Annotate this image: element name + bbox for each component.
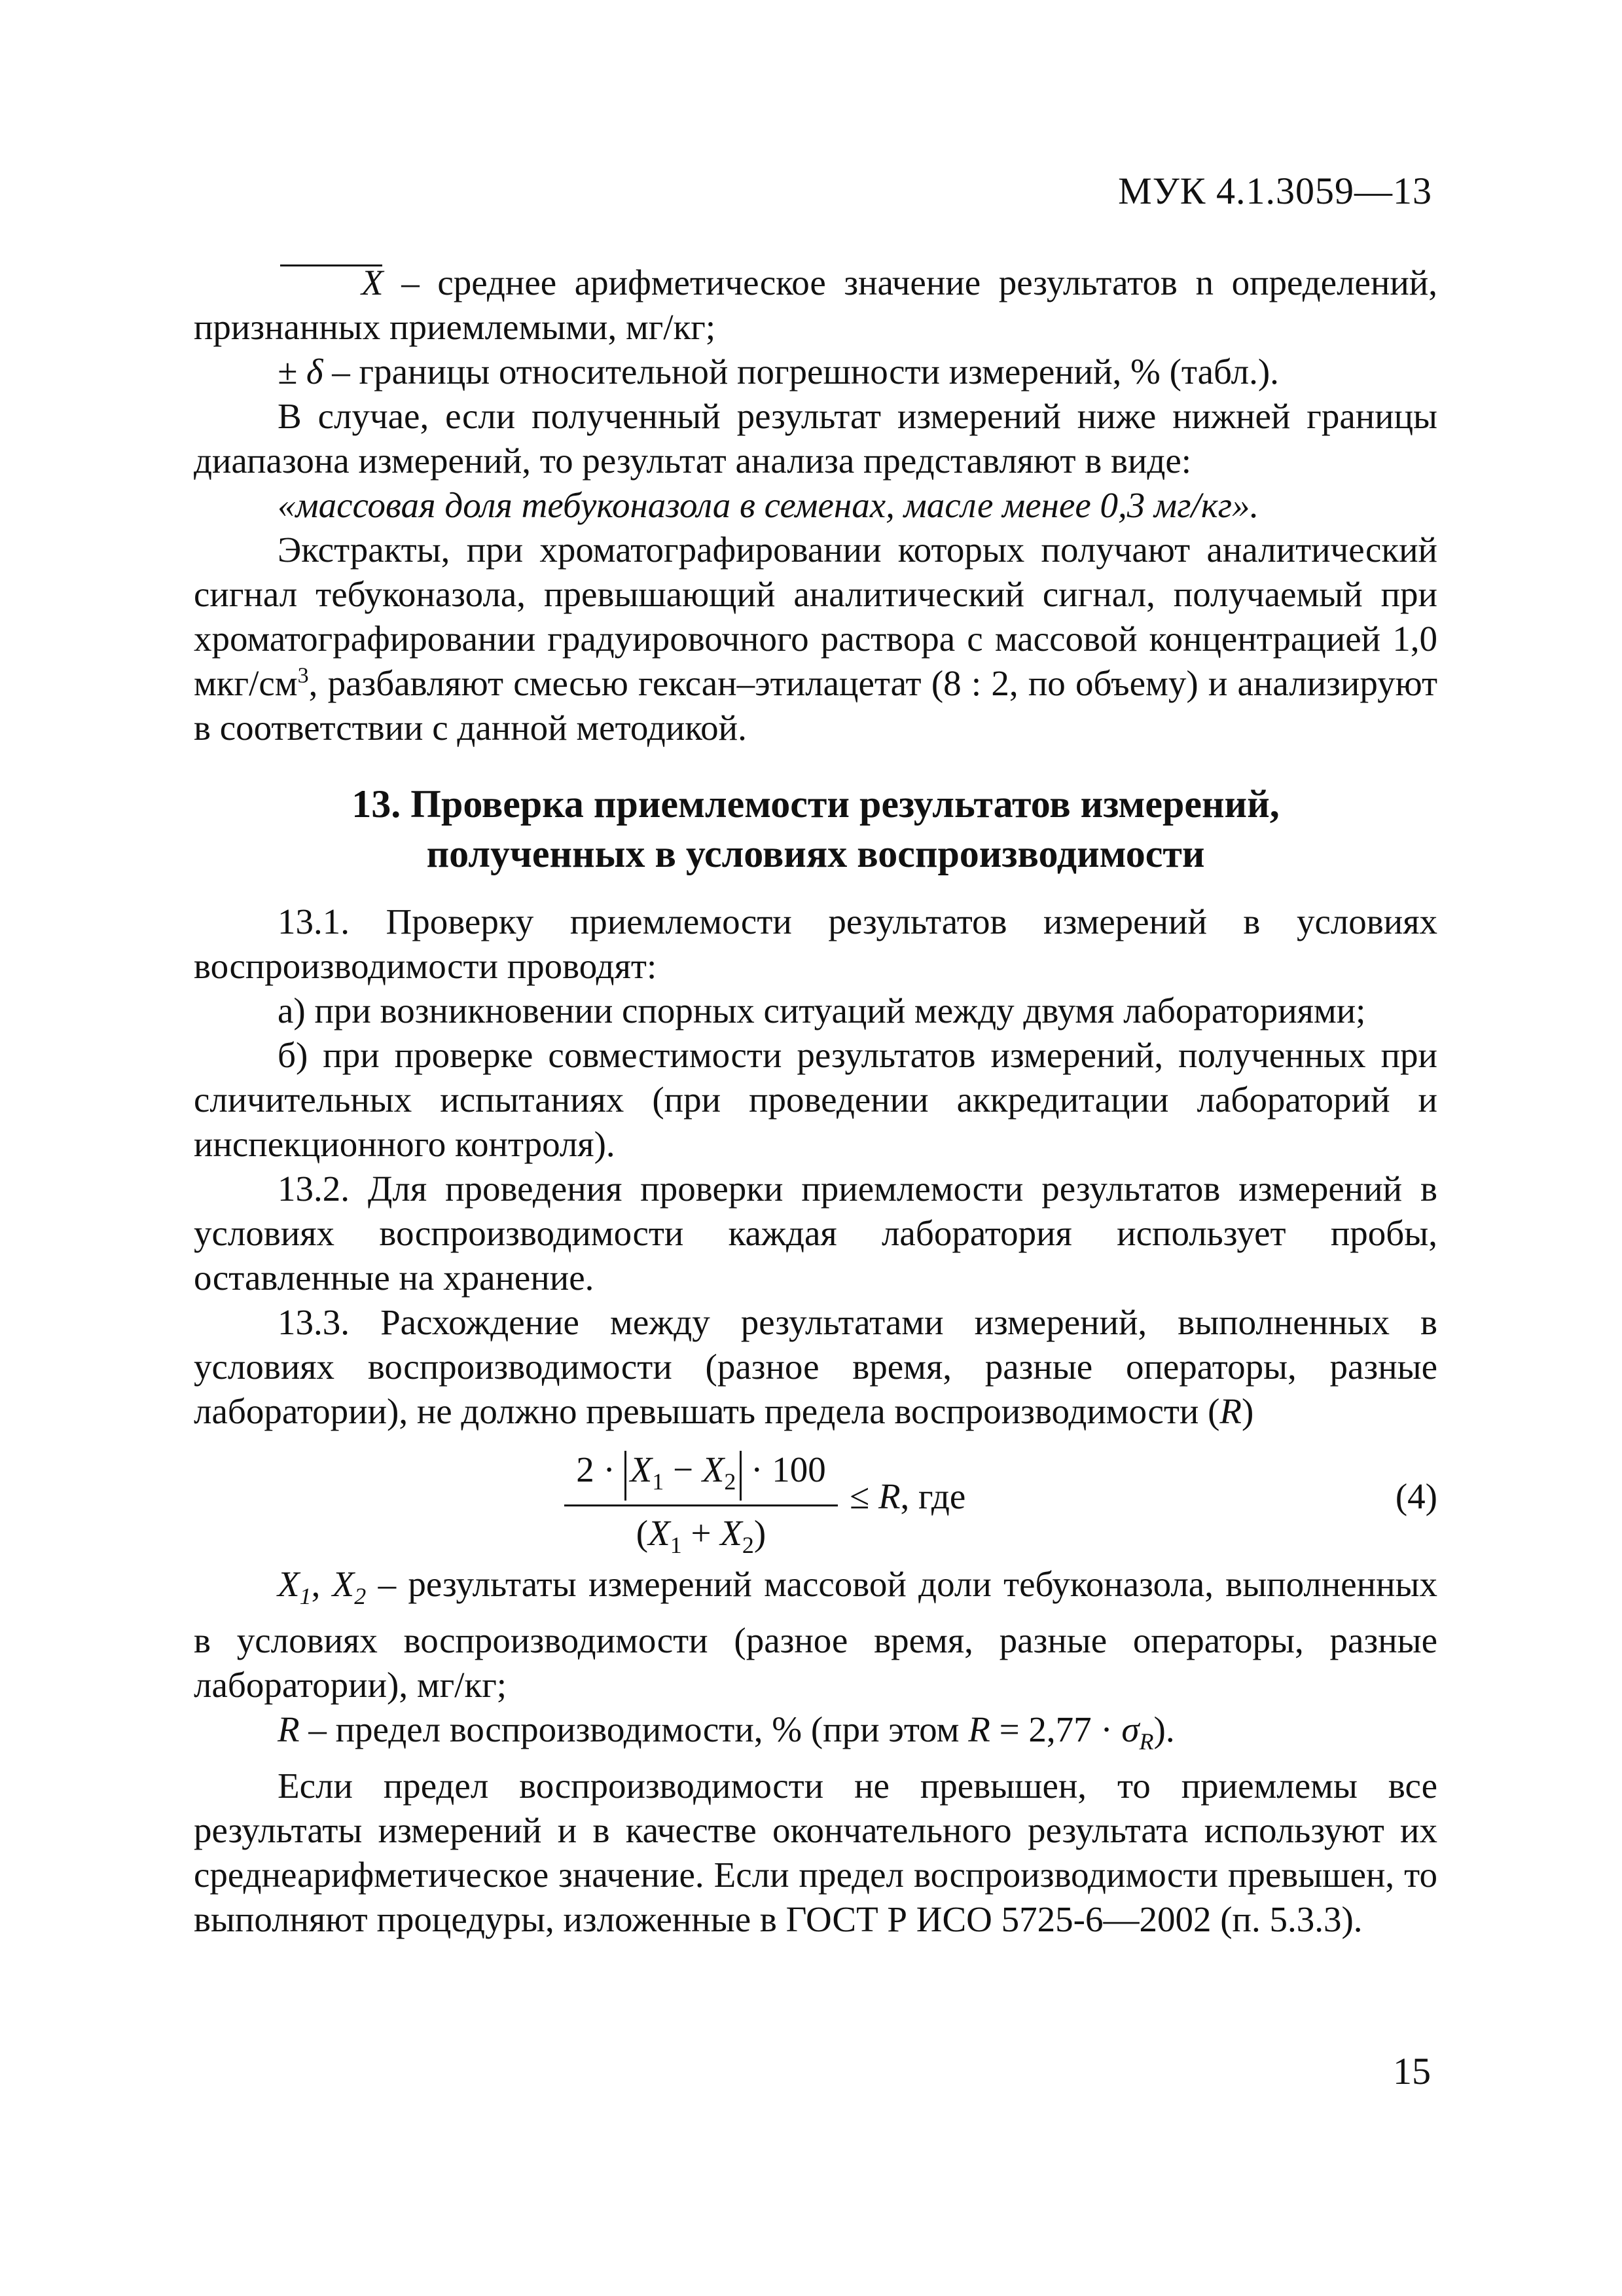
delta-text: – границы относительной погрешности измерений, % (табл.).: [323, 352, 1279, 392]
den-sub2: 2: [742, 1532, 754, 1558]
definition-x1-x2: [194, 1562, 1437, 1707]
den-close: ): [753, 1513, 766, 1553]
formula-relation: [850, 1474, 965, 1519]
paragraph-final: Если предел воспроизводимости не превышен, то приемлемы все результаты измерений и в качестве окончательного результата используют их среднеарифметическое значение. Если предел воспроизводимости превышен, то выполняют процедуры, изложенные в ГОСТ Р ИСО 5725-6—2002 (п. 5.3.3).: [194, 1766, 1437, 1939]
section-title-line-1: 13. Проверка приемлемости результатов измерений,: [351, 782, 1280, 826]
equation-number: (4): [1395, 1476, 1437, 1516]
absolute-value: [624, 1451, 742, 1501]
den-plus: +: [681, 1513, 721, 1553]
num-x1: X: [630, 1449, 653, 1489]
p13-3-text: 13.3. Расхождение между результатами измерений, выполненных в условиях воспроизводимости (разное время, разные операторы, разные лаборатории), не должно превышать предела воспроизводимости (: [194, 1302, 1437, 1431]
num-sub2: 2: [724, 1468, 736, 1495]
def-r-close: ).: [1153, 1709, 1175, 1749]
p13-3-symbol-r: R: [1219, 1391, 1242, 1431]
document-body: [194, 261, 1437, 1942]
paragraph-below-range: В случае, если полученный результат измерений ниже нижней границы диапазона измерений, то результат анализа представляют в виде:: [194, 396, 1437, 481]
formula-numerator: [560, 1448, 842, 1504]
def-x1: X: [278, 1564, 300, 1604]
den-open: (: [636, 1513, 649, 1553]
result-form: «массовая доля тебуконазола в семенах, масле менее 0,3 мг/кг».: [278, 485, 1259, 525]
def-r-symbol: R: [278, 1709, 300, 1749]
formula-denominator: [560, 1506, 842, 1567]
num-sub1: 1: [652, 1468, 664, 1495]
formula-r: R: [878, 1476, 901, 1516]
num-suffix: · 100: [742, 1449, 826, 1489]
p13-3-close: ): [1242, 1391, 1254, 1431]
le-sign: ≤: [850, 1476, 878, 1516]
definition-x-mean: [194, 261, 1437, 350]
x-mean-symbol: X: [278, 261, 384, 305]
section-13-title: [194, 779, 1437, 879]
paragraph-13-2: 13.2. Для проведения проверки приемлемости результатов измерений в условиях воспроизводимости каждая лаборатория использует пробы, оставленные на хранение.: [194, 1169, 1437, 1298]
delta-symbol: ± δ: [278, 352, 323, 392]
formula-where: , где: [900, 1476, 966, 1516]
definition-delta: [194, 350, 1437, 394]
def-r-eq: = 2,77 ·: [990, 1709, 1122, 1749]
num-x2: X: [702, 1449, 725, 1489]
paragraph-13-1: 13.1. Проверку приемлемости результатов измерений в условиях воспроизводимости проводят:: [194, 902, 1437, 986]
extracts-text-end: , разбавляют смесью гексан–этилацетат (8 : 2, по объему) и анализируют в соответствии с данной методикой.: [194, 663, 1437, 748]
def-sep: ,: [311, 1564, 333, 1604]
num-prefix: 2 ·: [576, 1449, 624, 1489]
list-item-a: а) при возникновении спорных ситуаций между двумя лабораториями;: [278, 991, 1366, 1030]
superscript-3: 3: [297, 663, 309, 688]
list-item-b: б) при проверке совместимости результатов измерений, полученных при сличительных испытаниях (при проведении аккредитации лабораторий и инспекционного контроля).: [194, 1035, 1437, 1164]
def-r-text: – предел воспроизводимости, % (при этом: [299, 1709, 969, 1749]
extracts-text: Экстракты, при хроматографировании которых получают аналитический сигнал тебуконазола, превышающий аналитический сигнал, получаемый при хроматографировании градуировочного раствора с массовой концентрацией 1,0 мкг/см: [194, 530, 1437, 703]
def-sub2: 2: [354, 1583, 367, 1609]
sigma-sub: R: [1139, 1728, 1154, 1755]
x-mean-text: – среднее арифметическое значение результатов n определений, признанных приемлемыми, мг/кг;: [194, 263, 1437, 347]
document-code-header: МУК 4.1.3059—13: [1118, 170, 1432, 212]
definition-r: [194, 1707, 1437, 1764]
sigma-symbol: σ: [1121, 1709, 1140, 1749]
section-title-line-2: полученных в условиях воспроизводимости: [426, 832, 1205, 875]
den-x1: X: [648, 1513, 670, 1553]
num-minus: −: [664, 1449, 702, 1489]
def-x2: X: [332, 1564, 355, 1604]
den-x2: X: [720, 1513, 742, 1553]
def-r2: R: [968, 1709, 990, 1749]
paragraph-13-3: [194, 1300, 1437, 1434]
def-sub1: 1: [299, 1583, 312, 1609]
den-sub1: 1: [670, 1532, 682, 1558]
formula-fraction: [560, 1448, 842, 1567]
formula-4: [194, 1442, 1437, 1558]
def-x1x2-text: – результаты измерений массовой доли тебуконазола, выполненных в условиях воспроизводимости (разное время, разные операторы, разные лаборатории), мг/кг;: [194, 1564, 1438, 1705]
page-number: 15: [1393, 2050, 1431, 2092]
paragraph-extracts: [194, 528, 1437, 750]
